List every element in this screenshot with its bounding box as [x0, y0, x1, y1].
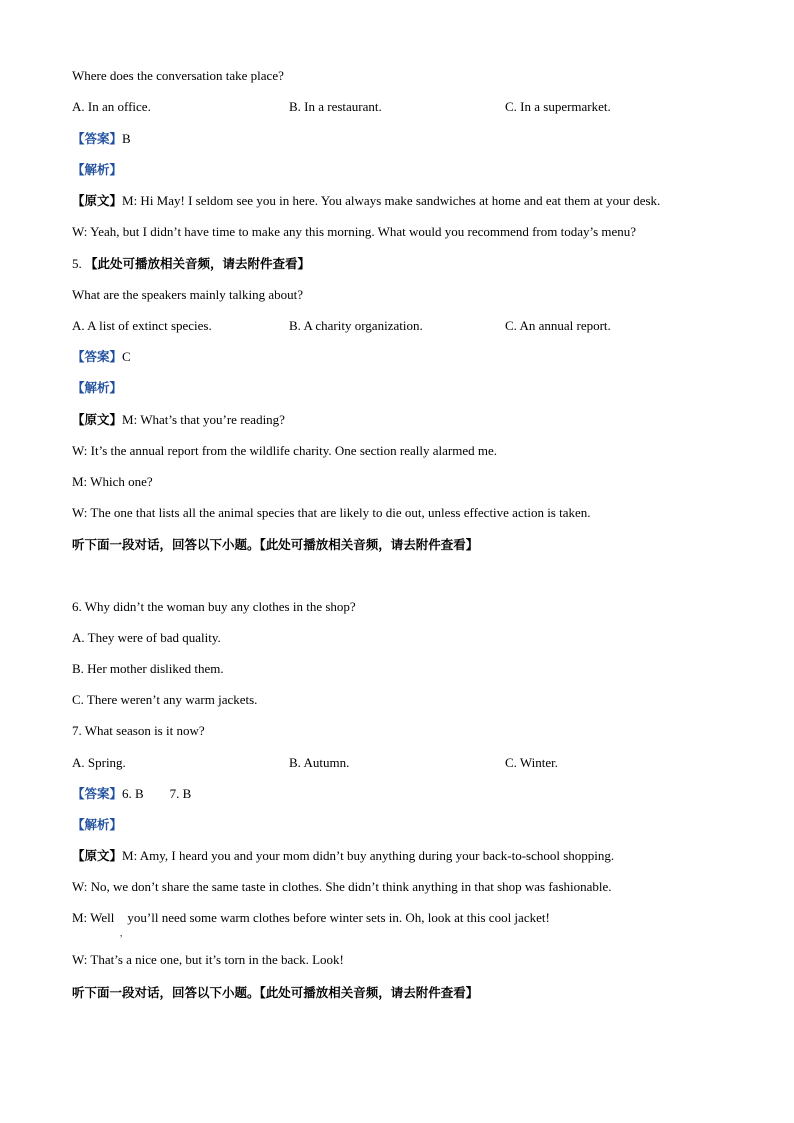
analysis-label: 【解析】	[72, 817, 123, 832]
answer-line	[72, 786, 191, 802]
answer-label: 【答案】	[72, 349, 123, 364]
question-text: What are the speakers mainly talking about?	[72, 287, 304, 302]
transcript-line: 【原文】M: Amy, I heard you and your mom didn’t buy anything during your back-to-school shopping.	[72, 848, 615, 863]
section-instruction: 听下面一段对话，回答以下小题。【此处可播放相关音频，请去附件查看】	[72, 985, 479, 1000]
analysis-label: 【解析】	[72, 380, 123, 395]
analysis-label: 【解析】	[72, 162, 123, 177]
audio-note: 【此处可播放相关音频，请去附件查看】	[85, 256, 311, 271]
option-c: C. There weren’t any warm jackets.	[72, 692, 258, 707]
transcript-line: W: It’s the annual report from the wildlife charity. One section really alarmed me.	[72, 443, 497, 458]
stray-comma-mark: ,	[120, 928, 123, 938]
option-b: B. A charity organization.	[289, 318, 423, 333]
section-instruction: 听下面一段对话，回答以下小题。【此处可播放相关音频，请去附件查看】	[72, 537, 479, 552]
transcript-line: W: That’s a nice one, but it’s torn in the back. Look!	[72, 952, 344, 967]
original-label: 【原文】	[72, 193, 123, 208]
question-text: 6. Why didn’t the woman buy any clothes in the shop?	[72, 599, 356, 614]
option-a: A. They were of bad quality.	[72, 630, 221, 645]
option-a: A. A list of extinct species.	[72, 318, 212, 333]
transcript-line: W: Yeah, but I didn’t have time to make any this morning. What would you recommend from today’s menu?	[72, 224, 637, 239]
transcript-line: W: The one that lists all the animal species that are likely to die out, unless effective action is taken.	[72, 505, 591, 520]
answer-value: C	[122, 349, 131, 364]
option-a: A. In an office.	[72, 99, 151, 114]
option-b: B. Autumn.	[289, 755, 350, 770]
question-text: 7. What season is it now?	[72, 723, 205, 738]
transcript-line: M: Which one?	[72, 474, 153, 489]
transcript-line: 【原文】M: What’s that you’re reading?	[72, 412, 285, 427]
option-b: B. Her mother disliked them.	[72, 661, 224, 676]
option-b: B. In a restaurant.	[289, 99, 382, 114]
answer-line	[72, 131, 131, 147]
option-c: C. In a supermarket.	[505, 99, 611, 114]
original-label: 【原文】	[72, 412, 123, 427]
option-c: C. Winter.	[505, 755, 559, 770]
transcript-line: M: Well you’ll need some warm clothes before winter sets in. Oh, look at this cool jacket!	[72, 910, 550, 925]
answer-value: B	[122, 131, 131, 146]
answer-label: 【答案】	[72, 786, 123, 801]
option-c: C. An annual report.	[505, 318, 611, 333]
option-a: A. Spring.	[72, 755, 126, 770]
answer-label: 【答案】	[72, 131, 123, 146]
transcript-line: 【原文】M: Hi May! I seldom see you in here. You always make sandwiches at home and eat them at your desk.	[72, 193, 661, 208]
transcript-line: W: No, we don’t share the same taste in clothes. She didn’t think anything in that shop was fashionable.	[72, 879, 612, 894]
question-header	[72, 256, 310, 272]
question-number: 5.	[72, 256, 82, 271]
answer-value: 6. B 7. B	[122, 786, 192, 801]
answer-line	[72, 349, 131, 365]
original-label: 【原文】	[72, 848, 123, 863]
question-text: Where does the conversation take place?	[72, 68, 284, 83]
